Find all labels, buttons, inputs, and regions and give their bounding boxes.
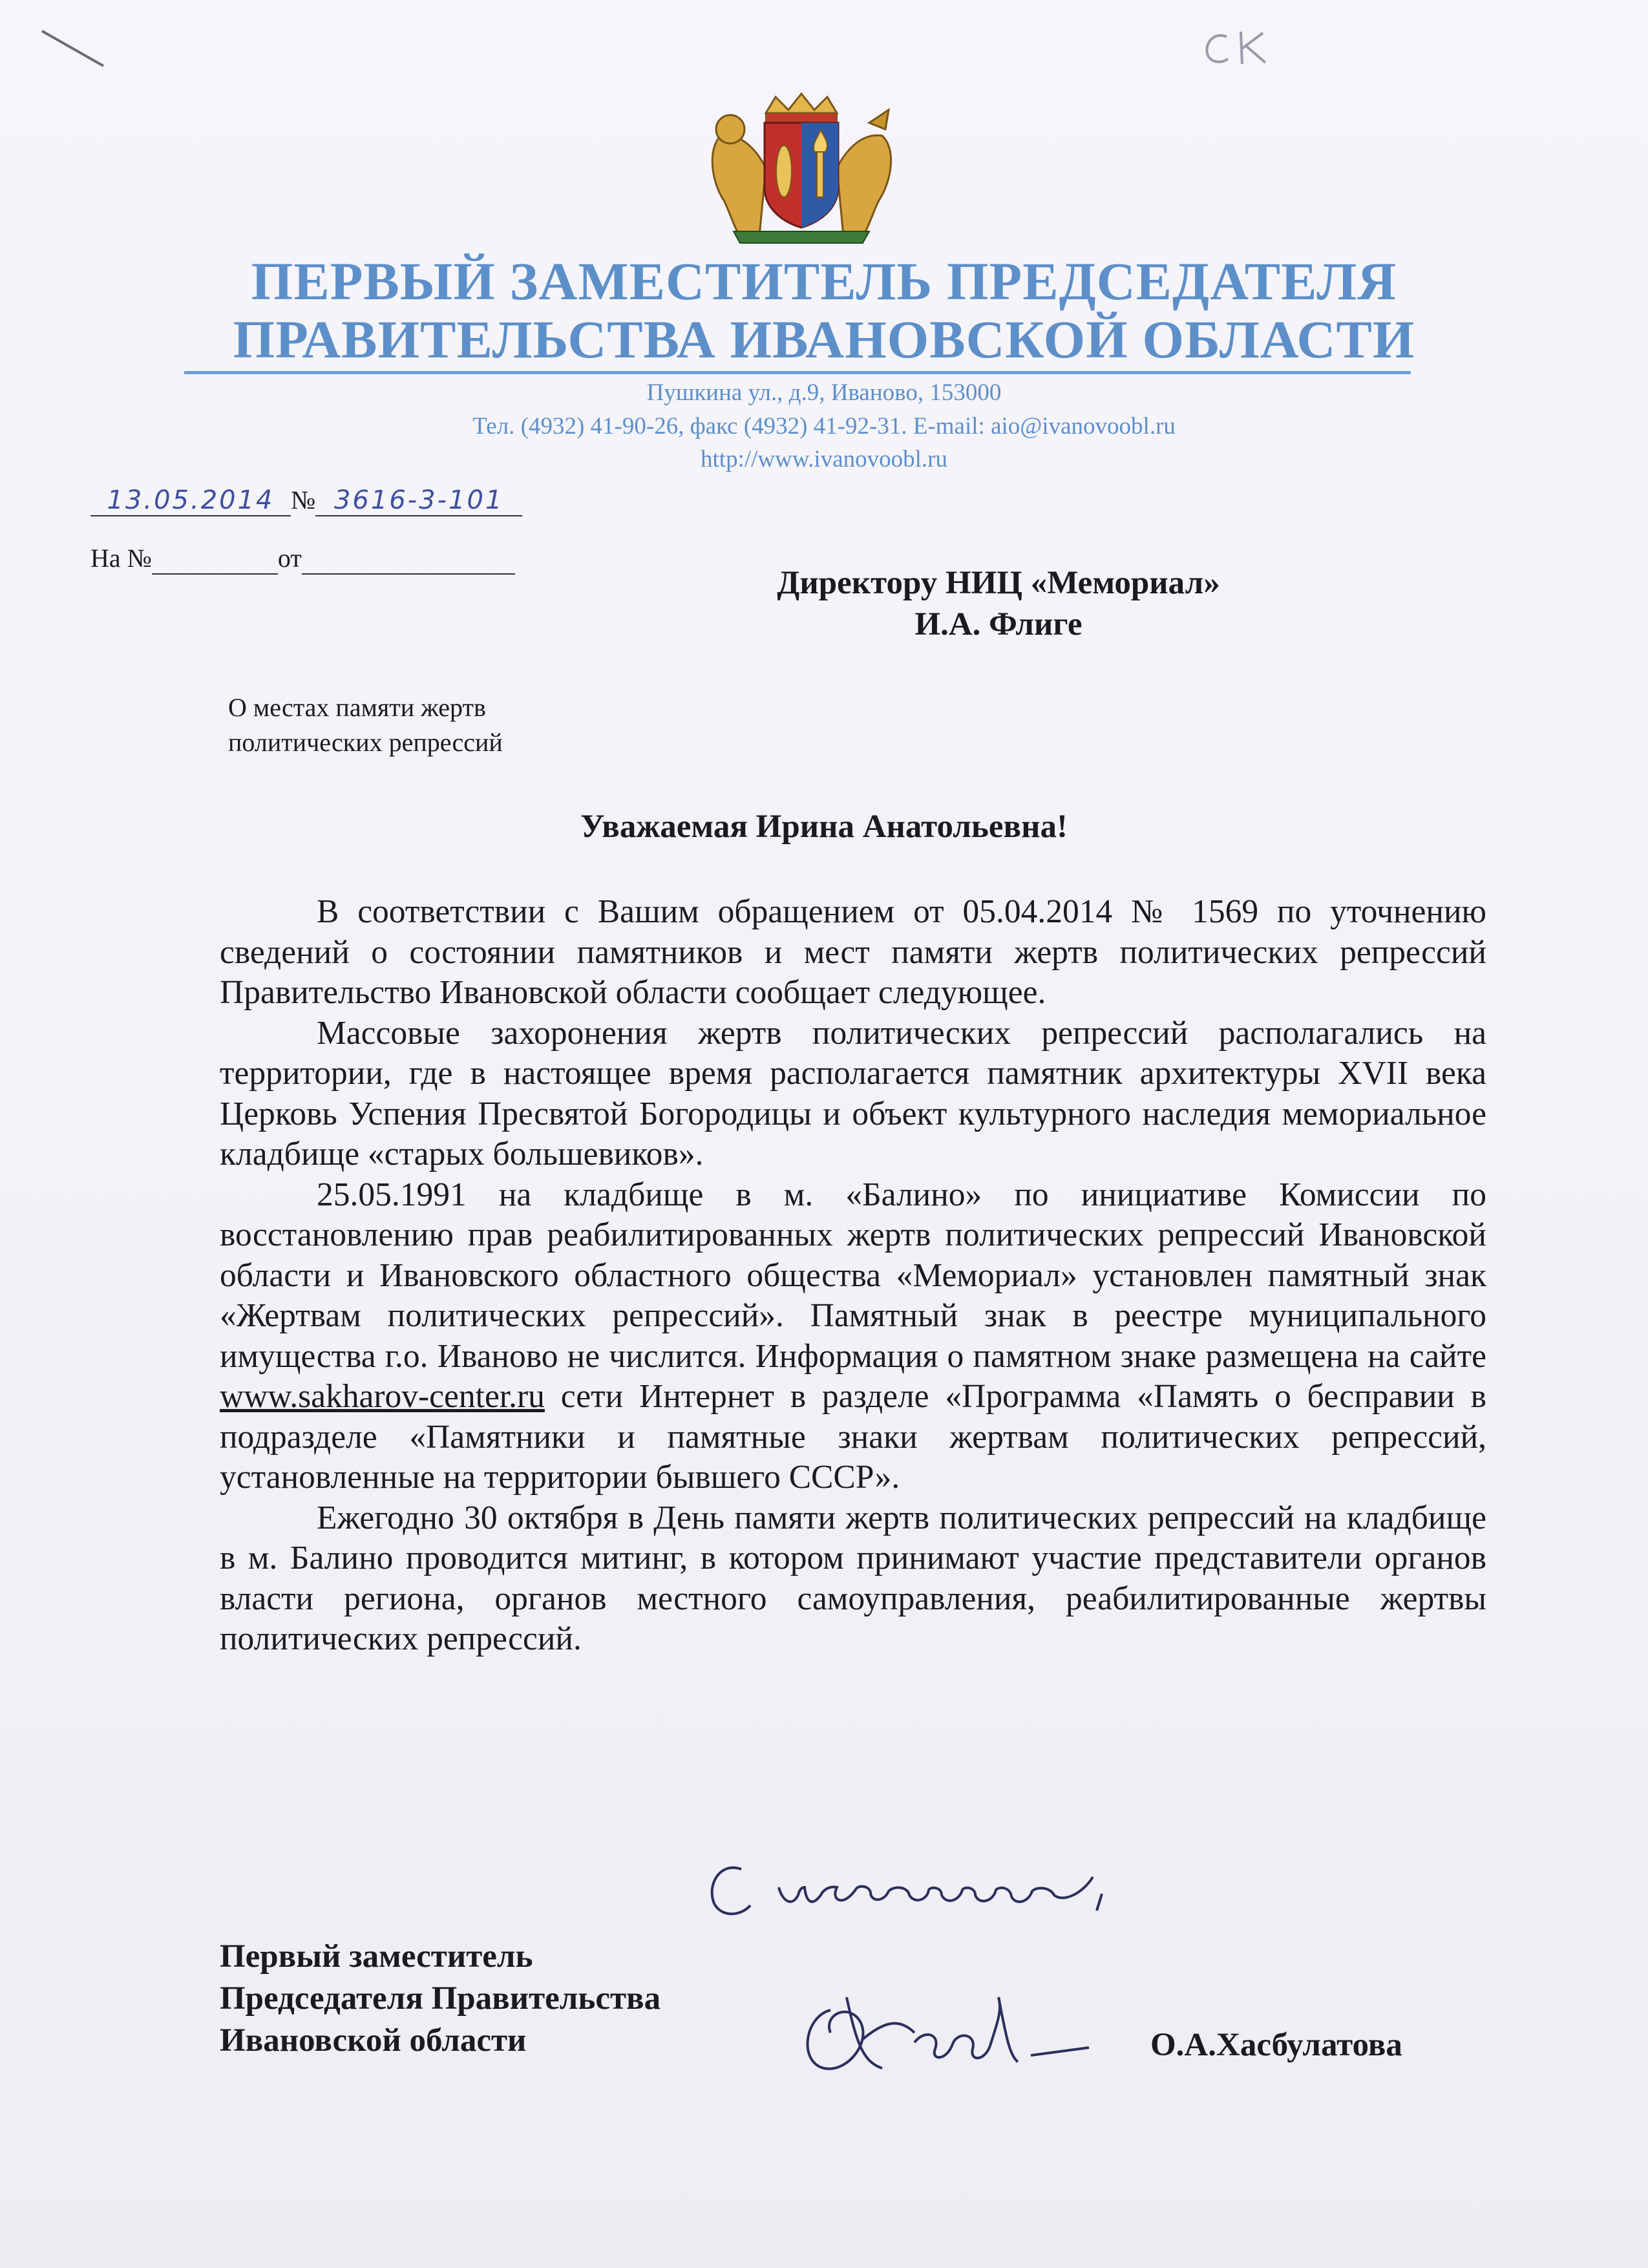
registration-number: 3616-3-101	[333, 485, 504, 515]
header-title-line1: ПЕРВЫЙ ЗАМЕСТИТЕЛЬ ПРЕДСЕДАТЕЛЯ	[251, 251, 1397, 311]
signatory-line3: Ивановской области	[220, 2022, 527, 2059]
greeting: Уважаемая Ирина Анатольевна!	[580, 809, 1068, 845]
body-paragraph-4: Ежегодно 30 октября в День памяти жертв политических репрессий на кладбище в м. Балино проводится митинг, в котором принимают участие представители органов власти региона, органов местного самоуправления, реабилитированные жертвы политических репрессий.	[220, 1499, 1486, 1657]
corner-handwritten-mark	[1196, 23, 1280, 74]
subject-block	[228, 690, 503, 760]
addressee-line2: И.А. Флиге	[914, 606, 1083, 642]
signatory-position	[220, 1936, 660, 2062]
body-paragraph-3-end: сети Интернет в разделе «Программа «Память о бесправии в подразделе «Памятники и памятные знаки жертвам политических репрессий, установленные на территории бывшего СССР».	[220, 1378, 1486, 1496]
registration-line	[90, 485, 522, 516]
staple-mark	[39, 26, 107, 71]
addressee-line1: Директору НИЦ «Мемориал»	[777, 565, 1220, 601]
body-paragraph-3	[220, 1175, 1486, 1498]
signatory-line2: Председателя Правительства	[220, 1980, 661, 2017]
reply-number-label: На №	[90, 544, 152, 573]
signatory-line1: Первый заместитель	[220, 1938, 533, 1975]
body-paragraph-2: Массовые захоронения жертв политических репрессий располагались на территории, где в настоящее время располагается памятник архитектуры XVII века Церковь Успения Пресвятой Богородицы и объект культурного наследия мемориальное кладбище «старых большевиков».	[220, 1014, 1486, 1172]
registration-number-label: №	[291, 485, 316, 514]
subject-line2: политических репрессий	[228, 728, 503, 757]
header-title-line2: ПРАВИТЕЛЬСТВА ИВАНОВСКОЙ ОБЛАСТИ	[233, 310, 1415, 369]
header-address: Пушкина ул., д.9, Иваново, 153000	[646, 379, 1002, 406]
registration-date: 13.05.2014	[107, 485, 275, 515]
registration-date-field	[90, 485, 291, 516]
header-divider	[184, 371, 1411, 374]
addressee-block	[646, 562, 1351, 645]
letter-body	[220, 892, 1486, 1660]
reply-reference-line	[90, 543, 515, 575]
subject-line1: О местах памяти жертв	[228, 693, 486, 722]
header-contacts: Тел. (4932) 41-90-26, факс (4932) 41-92-31. E-mail: aio@ivanovoobl.ru	[472, 413, 1176, 440]
handwritten-signature	[785, 1971, 1108, 2101]
signatory-name: О.А.Хасбулатова	[1150, 2027, 1402, 2063]
body-paragraph-1: В соответствии с Вашим обращением от 05.04.2014 № 1569 по уточнению сведений о состоянии памятников и мест памяти жертв политических репрессий Правительство Ивановской области сообщает следующее.	[220, 893, 1486, 1011]
reply-from-label: от	[277, 544, 302, 573]
coat-of-arms-emblem	[695, 90, 908, 246]
sakharov-center-link[interactable]: www.sakharov-center.ru	[220, 1378, 545, 1415]
handwritten-closing	[701, 1849, 1154, 1933]
registration-number-field	[315, 485, 522, 516]
header-website: http://www.ivanovoobl.ru	[701, 446, 947, 472]
body-paragraph-3-start: 25.05.1991 на кладбище в м. «Балино» по инициативе Комиссии по восстановлению прав реабилитированных жертв политических репрессий Ивановской области и Ивановского областного общества «Мемориал» установлен памятный знак «Жертвам политических репрессий». Памятный знак в реестре муниципального имущества г.о. Иваново не числится. Информация о памятном знаке размещена на сайте	[220, 1176, 1486, 1375]
